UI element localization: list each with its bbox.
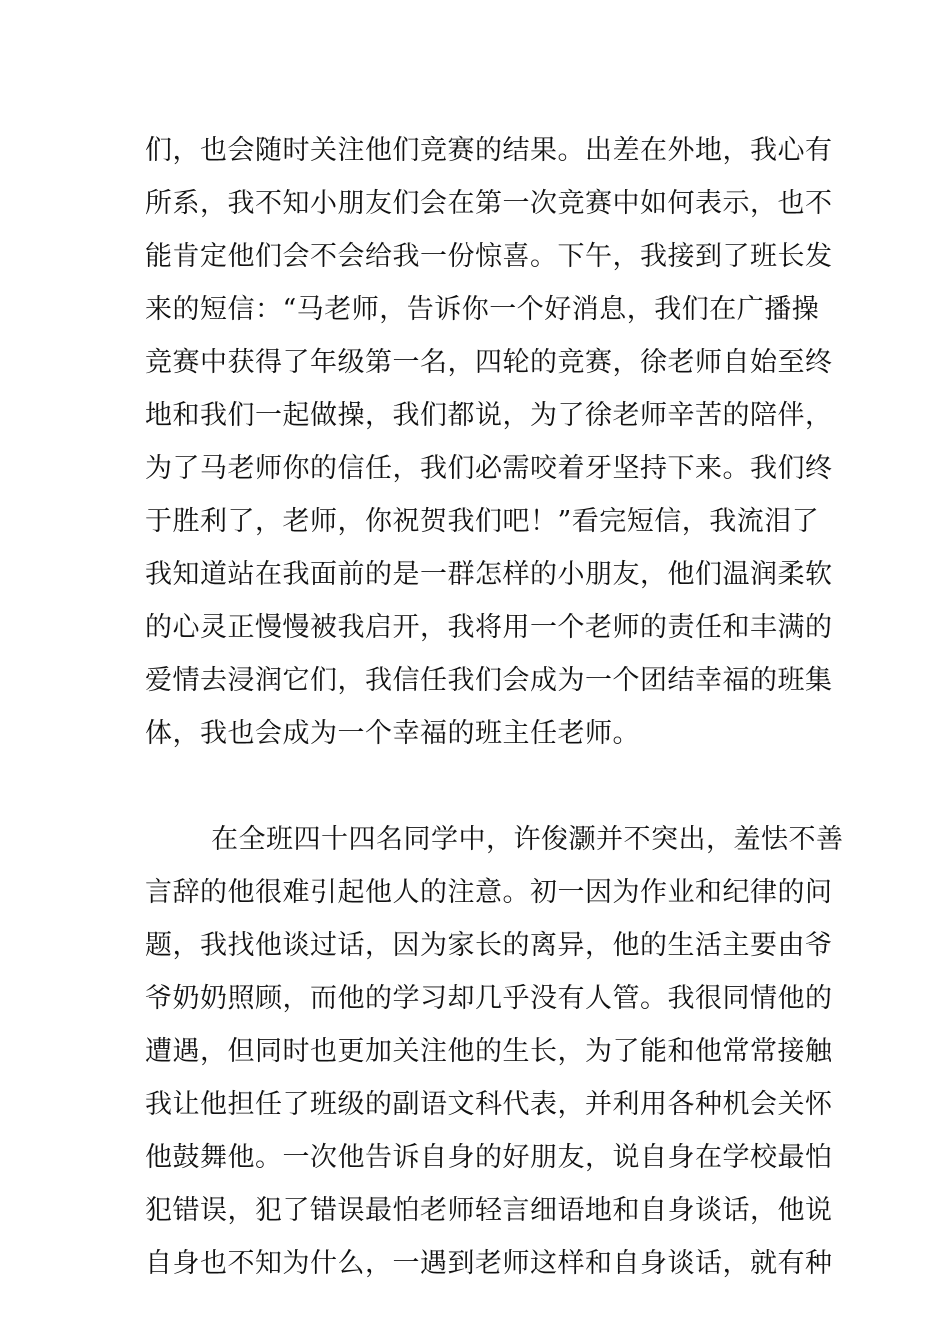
paragraph-2-line-4: 爷奶奶照顾，而他的学习却几乎没有人管。我很同情他的 <box>145 983 833 1014</box>
paragraph-2-line-3: 题，我找他谈过话，因为家长的离异，他的生活主要由爷 <box>145 930 833 961</box>
paragraph-1-line-4: 来的短信：“马老师，告诉你一个好消息，我们在广播操 <box>145 294 820 325</box>
paragraph-1-line-6: 地和我们一起做操，我们都说，为了徐老师辛苦的陪伴， <box>145 400 833 431</box>
paragraph-2-line-1: 在全班四十四名同学中，许俊灏并不突出，羞怯不善 <box>211 824 844 855</box>
paragraph-2-line-8: 犯错误，犯了错误最怕老师轻言细语地和自身谈话，他说 <box>145 1195 833 1226</box>
paragraph-1-line-8: 于胜利了，老师，你祝贺我们吧！”看完短信，我流泪了 <box>145 506 820 537</box>
paragraph-2-line-7: 他鼓舞他。一次他告诉自身的好朋友，说自身在学校最怕 <box>145 1142 833 1173</box>
paragraph-1-line-11: 爱情去浸润它们，我信任我们会成为一个团结幸福的班集 <box>145 665 833 696</box>
paragraph-2-line-9: 自身也不知为什么，一遇到老师这样和自身谈话，就有种 <box>145 1248 833 1279</box>
paragraph-1-line-10: 的心灵正慢慢被我启开，我将用一个老师的责任和丰满的 <box>145 612 833 643</box>
paragraph-1-line-2: 所系，我不知小朋友们会在第一次竞赛中如何表示，也不 <box>145 188 833 219</box>
paragraph-1-line-5: 竞赛中获得了年级第一名，四轮的竞赛，徐老师自始至终 <box>145 347 833 378</box>
paragraph-1-line-7: 为了马老师你的信任，我们必需咬着牙坚持下来。我们终 <box>145 453 833 484</box>
paragraph-1-line-12: 体，我也会成为一个幸福的班主任老师。 <box>145 718 640 749</box>
paragraph-1-line-3: 能肯定他们会不会给我一份惊喜。下午，我接到了班长发 <box>145 241 833 272</box>
paragraph-2-line-6: 我让他担任了班级的副语文科代表，并利用各种机会关怀 <box>145 1089 833 1120</box>
paragraph-1-line-1: 们，也会随时关注他们竞赛的结果。出差在外地，我心有 <box>145 135 833 166</box>
paragraph-2-line-2: 言辞的他很难引起他人的注意。初一因为作业和纪律的问 <box>145 877 833 908</box>
paragraph-2-line-5: 遭遇，但同时也更加关注他的生长，为了能和他常常接触 <box>145 1036 833 1067</box>
paragraph-1-line-9: 我知道站在我面前的是一群怎样的小朋友，他们温润柔软 <box>145 559 833 590</box>
